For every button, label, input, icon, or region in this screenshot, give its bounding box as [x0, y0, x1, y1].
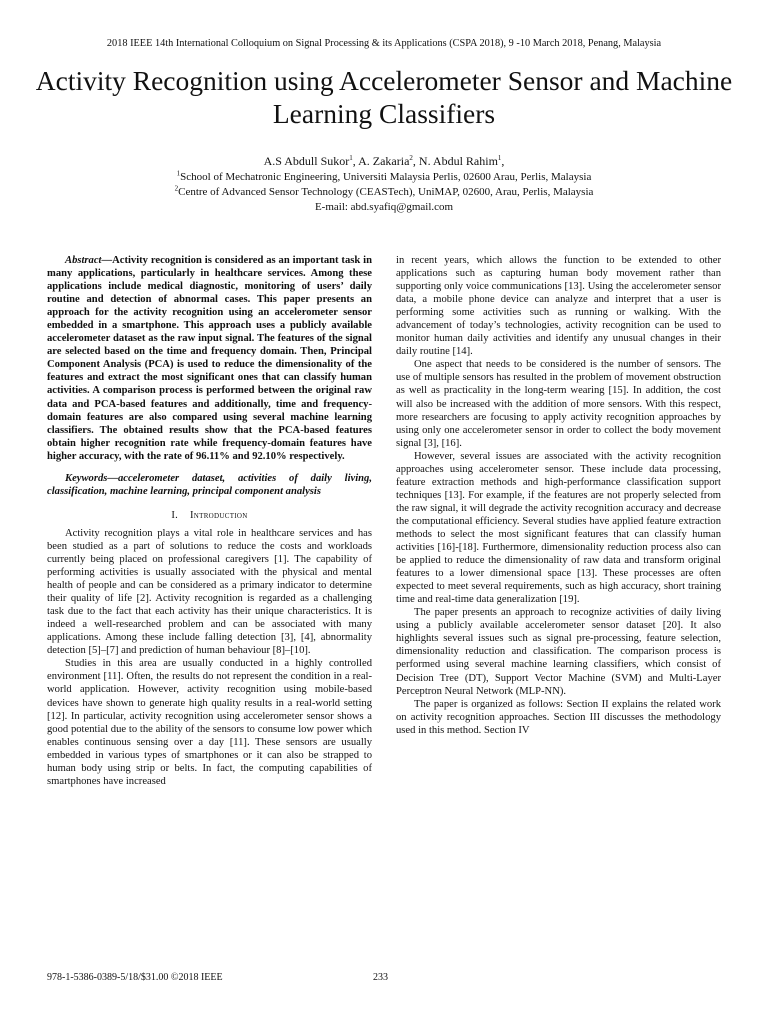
- paragraph: The paper is organized as follows: Section II explains the related work on activity recognition approaches. Section III discusses the methodology used in this method. Section IV: [396, 698, 721, 736]
- abstract-label: Abstract: [65, 255, 102, 266]
- abstract-body: —Activity recognition is considered as an important task in many applications, particularly in healthcare services. Among these applications include medical diagnostic, monitoring of users’ daily routine and detection of abnormal cases. This paper presents an approach for the activity recognition using an accelerometer sensor embedded in a smartphone. This approach uses a publicly available accelerometer dataset as the raw input signal. The features of the signal are selected based on the time and frequency domain. Then, Principal Component Analysis (PCA) is used to reduce the dimensionality of the features and extract the most significant ones that can classify human activities. A comparison process is performed between the original raw data and PCA-based features and additionally, time and frequency-domain features are also compared using several machine learning classifiers. The obtained results show that the PCA-based features obtain higher recognition rate while frequency-domain features have higher accuracy, with the rate of 96.11% and 92.10% respectively.: [47, 255, 372, 462]
- affiliation-2: [0, 185, 768, 200]
- section-title: Introduction: [189, 509, 248, 521]
- conference-header: 2018 IEEE 14th International Colloquium on Signal Processing & its Applications (CSPA 2018), 9 -10 March 2018, Penang, Malaysia: [106, 38, 662, 49]
- author-affiliation-mark: 1: [349, 154, 353, 162]
- section-number: I.: [171, 509, 179, 521]
- paragraph: The paper presents an approach to recognize activities of daily living using a publicly available accelerometer sensor dataset [20]. It also highlights several issues such as signal pre-processing, feature selection, dimensionality reduction and classification. The comparison process is performed using several machine learning classifiers, which consist of Decision Tree (DT), Support Vector Machine (SVM) and Multi-Layer Perceptron Neural Network (MLP-NN).: [396, 607, 721, 697]
- abstract: [47, 254, 372, 463]
- page-number: 233: [373, 972, 388, 983]
- contact-email: E-mail: abd.syafiq@gmail.com: [314, 201, 454, 213]
- affiliation-mark: 2: [174, 184, 179, 193]
- keywords: Keywords—accelerometer dataset, activities of daily living, classification, machine learning, principal component analysis: [47, 472, 372, 497]
- author-name: A. Zakaria: [358, 154, 410, 168]
- affiliation-mark: 1: [176, 169, 181, 178]
- left-column: [47, 254, 372, 788]
- right-column: [396, 254, 721, 737]
- affiliation-1: [0, 170, 768, 185]
- author-affiliation-mark: 2: [409, 154, 413, 162]
- paragraph: in recent years, which allows the function to be extended to other applications such as capturing human body movement rather than supporting only voice communications [13]. Using the accelerometer sensor data, a mobile phone device can analyze and interpret that a user is performing some activities such as running or walking. With the advancement of today’s technologies, activity recognition can be used to monitor human daily activities and identify any unusual changes in their daily routine [14].: [396, 255, 721, 358]
- author-name: N. Abdul Rahim: [418, 154, 498, 168]
- affiliation-text: School of Mechatronic Engineering, Universiti Malaysia Perlis, 02600 Arau, Perlis, Malaysia: [180, 171, 592, 183]
- section-heading-introduction: [47, 509, 372, 522]
- paragraph: Activity recognition plays a vital role in healthcare services and has been studied as a part of solutions to reduce the costs and workloads currently being placed on professional caregivers [1]. The capability of performing activities is usually associated with the physical and mental health of people and can be considered as a primary indicator to determine their quality of life [2]. Activity recognition is regarded as a challenging task due to the fact that each activity has their unique characteristics. It is indeed a well-researched problem and can be associated with many applications. Among these include falling detection [3], [4], abnormality detection [5]–[7] and prediction of human behaviour [8]–[10].: [47, 527, 372, 657]
- author-name: A.S Abdull Sukor: [263, 154, 350, 168]
- author-affiliation-mark: 1: [497, 154, 502, 162]
- footer-isbn: 978-1-5386-0389-5/18/$31.00 ©2018 IEEE: [47, 972, 223, 983]
- author-line: A.S Abdull Sukor$^1$, A. Zakaria$^2$, N. Abdul Rahim$^1$,: [263, 154, 505, 168]
- paragraph: One aspect that needs to be considered is the number of sensors. The use of multiple sensors has resulted in the problem of movement obstruction as well as practicality in the long-term wearing [15]. In addition, the cost will also be increased with the addition of more sensors. With this respect, more researchers are focusing to apply activity recognition approaches by using only one accelerometer sensor in order to collect the body movement signal [3], [16].: [396, 359, 721, 449]
- paper-title: Activity Recognition using Accelerometer Sensor and Machine Learning Classifiers: [35, 65, 733, 129]
- paragraph: Studies in this area are usually conducted in a highly controlled environment [11]. Often, the results do not represent the condition in a real-world application. However, activity recognition using mobile-based devices have shown to generate high quality results in a real-world setting [12]. In particular, activity recognition using accelerometer sensor shows a good potential due to the ability of the sensors to consume low power which enables continuous sensing over a day [11]. These sensors are usually embedded in various types of smartphones or it can also be strapped to human body using strip or belts. In fact, the computing capabilities of smartphones have increased: [47, 658, 372, 787]
- paragraph: However, several issues are associated with the activity recognition approaches using accelerometer sensor. These include data processing, feature extraction methods and high-performance classification support techniques [13]. For example, if the features are not properly selected from the raw signal, it will degrade the activity recognition accuracy and decrease the computational efficiency. Several studies have applied feature extraction methods to select the most significant features that can classify human activities [16]-[18]. Furthermore, dimensionality reduction process also can be applied to reduce the dimensionality of raw data and transform original features to a lower dimensional space [13]. These processes are often expected to meet several requirements, such as high accuracy, short training time and real-time data generalization [19].: [396, 450, 721, 606]
- affiliation-text: Centre of Advanced Sensor Technology (CEASTech), UniMAP, 02600, Arau, Perlis, Malaysia: [178, 186, 594, 198]
